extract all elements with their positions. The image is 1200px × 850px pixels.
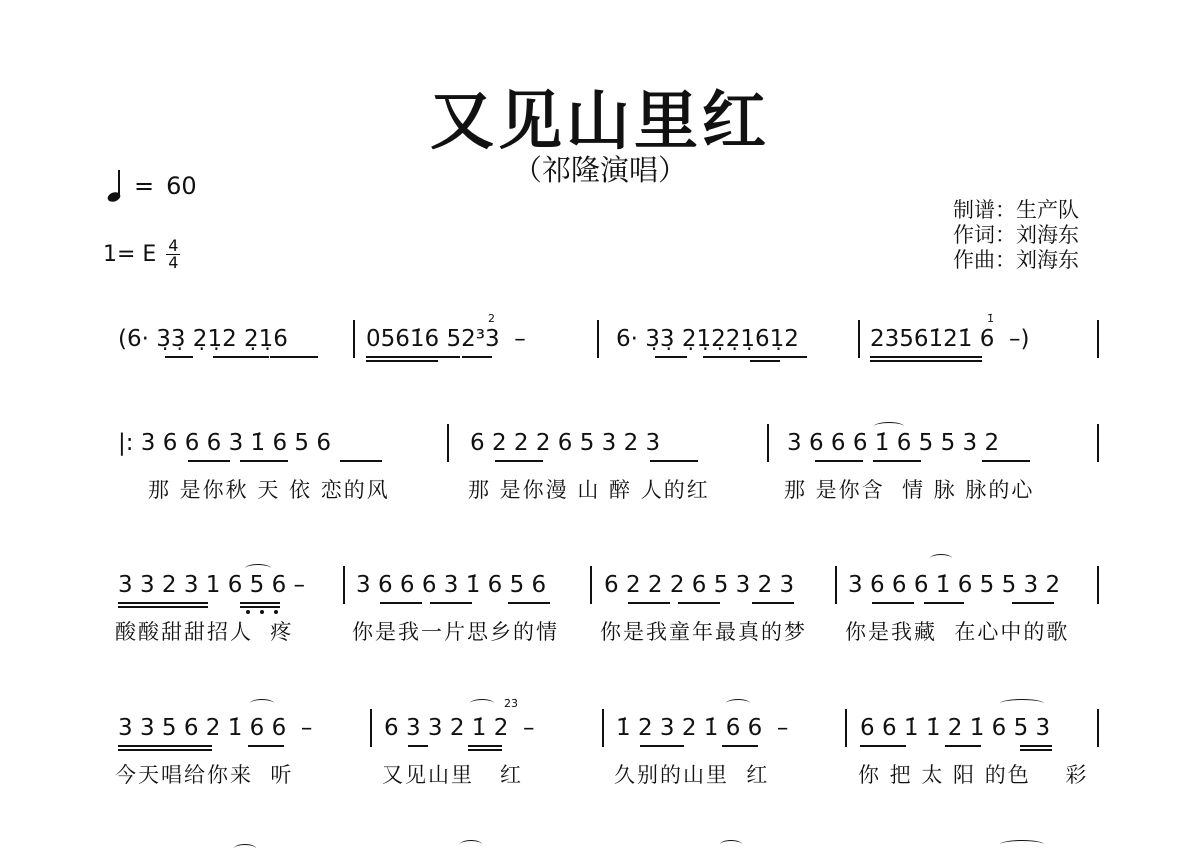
slur	[470, 699, 494, 708]
underline	[872, 602, 914, 604]
tempo-marking	[106, 168, 197, 204]
lyric-line: 你是我藏 在心中的歌	[845, 620, 1070, 644]
lyric-line: 那 是你漫 山 醉 人的红	[468, 478, 710, 502]
measure: 3 6 6 6 1̇ 6 5 5 3 2	[848, 572, 1061, 598]
measure: (6· 3̣3̣ 2̣1̣2 2̣1̣6	[118, 326, 288, 352]
lyric-line: 你是我一片思乡的情	[352, 620, 559, 644]
measure: 1̇ 2 3 2 1̇ 6 6 –	[616, 715, 789, 741]
measure: 3 6 6 6 1̇ 6 5 5 3 2	[787, 430, 1000, 456]
measure: 6· 3̣3̣ 2̣1̣2̣2̣1̣61̣2	[616, 326, 799, 352]
underline	[873, 460, 921, 462]
lyric-line: 你 把 太 阳 的色 彩	[858, 763, 1089, 787]
grace-note: 2̇3̇	[504, 697, 518, 710]
next-row-slurs	[0, 838, 1200, 850]
credit-arranger	[953, 198, 1079, 223]
underline	[270, 356, 318, 358]
time-top: 4	[168, 236, 179, 255]
score-row-3	[0, 697, 1200, 787]
score-row-1	[0, 430, 1200, 500]
underline	[982, 460, 1030, 462]
underline	[870, 360, 982, 362]
underline	[860, 745, 906, 747]
lyric-line: 你是我童年最真的梦	[600, 620, 807, 644]
bar-line	[1097, 566, 1099, 604]
score-row-intro	[0, 312, 1200, 396]
credit-value: 生产队	[1016, 198, 1079, 222]
underline	[924, 602, 964, 604]
underline	[165, 356, 193, 358]
lyric-line: 久别的山里 红	[614, 763, 770, 787]
bar-line	[353, 320, 355, 358]
key-signature	[103, 238, 180, 271]
credit-value: 刘海东	[1016, 248, 1079, 272]
measure: 3 6 6 6 3 1̇ 6 5 6	[356, 572, 547, 598]
underline	[366, 356, 460, 358]
lyric-line: 又见山里 红	[382, 763, 524, 787]
underline	[468, 749, 502, 751]
measure: |: 3 6 6 6 3 1̇ 6 5 6	[118, 430, 331, 456]
bar-line	[1097, 320, 1099, 358]
underline	[1012, 602, 1054, 604]
bar-line	[343, 566, 345, 604]
bar-line	[590, 566, 592, 604]
underline	[703, 356, 807, 358]
underline	[640, 745, 684, 747]
score-row-2	[0, 572, 1200, 642]
underline	[1020, 749, 1052, 751]
underline	[340, 460, 382, 462]
low-octave-dot	[260, 610, 264, 614]
underline	[248, 745, 284, 747]
underline	[430, 602, 472, 604]
bar-line	[447, 424, 449, 462]
underline	[752, 602, 794, 604]
bar-line	[845, 709, 847, 747]
lyric-line: 那 是你含 情 脉 脉的心	[784, 478, 1035, 502]
key-label: 1= E	[103, 242, 157, 267]
measure: 0561̇6 52³3 –	[366, 326, 526, 352]
tempo-equals: =	[134, 172, 155, 200]
time-bottom: 4	[168, 253, 179, 272]
underline	[750, 360, 780, 362]
underline	[650, 460, 698, 462]
slur	[234, 844, 256, 850]
bar-line	[835, 566, 837, 604]
underline	[118, 602, 208, 604]
slur	[930, 554, 952, 563]
slur	[720, 840, 742, 849]
underline	[678, 602, 720, 604]
underline	[462, 356, 492, 358]
song-title: 又见山里红	[430, 85, 770, 159]
underline	[366, 360, 438, 362]
lyric-line: 今天唱给你来 听	[115, 763, 294, 787]
slur	[250, 699, 274, 708]
quarter-note-icon	[106, 168, 122, 204]
bar-line	[858, 320, 860, 358]
underline	[815, 460, 863, 462]
underline	[628, 602, 670, 604]
low-octave-dot	[274, 610, 278, 614]
bar-line	[602, 709, 604, 747]
measure: 3 3 2 3 1 6 5 6 –	[118, 572, 306, 598]
measure: 6 2 2 2 6 5 3 2 3	[604, 572, 795, 598]
underline	[380, 602, 422, 604]
underline	[508, 602, 550, 604]
bar-line	[370, 709, 372, 747]
measure: 23561̇21̇ 6 –)	[870, 326, 1030, 352]
slur	[874, 422, 904, 431]
underline	[655, 356, 687, 358]
underline	[468, 745, 502, 747]
underline	[945, 745, 981, 747]
underline	[722, 745, 758, 747]
measure: 6 2 2 2 6 5 3 2 3	[470, 430, 661, 456]
underline	[118, 606, 208, 608]
underline	[188, 460, 230, 462]
bar-line	[1097, 709, 1099, 747]
underline	[118, 745, 212, 747]
grace-note: 1̇	[987, 312, 994, 325]
time-signature	[166, 238, 180, 271]
underline	[240, 602, 280, 604]
bar-line	[597, 320, 599, 358]
bar-line	[1097, 424, 1099, 462]
underline	[213, 356, 269, 358]
credit-label: 作词：	[953, 223, 1016, 247]
measure: 6 3 3 2 1̇ 2 –	[384, 715, 535, 741]
lyric-line: 酸酸甜甜招人 疼	[115, 620, 294, 644]
underline	[240, 606, 280, 608]
grace-note: 2	[488, 312, 495, 325]
low-octave-dot	[246, 610, 250, 614]
credit-composer	[953, 248, 1079, 273]
slur	[1000, 699, 1044, 708]
underline	[118, 749, 212, 751]
credit-label: 作曲：	[953, 248, 1016, 272]
slur	[726, 699, 750, 708]
slur	[1000, 840, 1044, 849]
credit-label: 制谱：	[953, 198, 1016, 222]
underline	[240, 460, 288, 462]
credits	[953, 198, 1079, 273]
song-subtitle: （祁隆演唱）	[512, 153, 687, 187]
underline	[408, 745, 428, 747]
underline	[1020, 745, 1052, 747]
tempo-value: 60	[166, 172, 197, 200]
bar-line	[767, 424, 769, 462]
measure: 6 6 1̇ 1̇ 2 1̇ 6 5 3	[860, 715, 1051, 741]
underline	[495, 460, 543, 462]
underline	[870, 356, 982, 358]
slur	[245, 564, 271, 573]
credit-lyricist	[953, 223, 1079, 248]
credit-value: 刘海东	[1016, 223, 1079, 247]
measure: 3 3 5 6 2 1̇ 6 6 –	[118, 715, 313, 741]
slur	[460, 840, 482, 849]
lyric-line: 那 是你秋 天 依 恋的风	[148, 478, 390, 502]
